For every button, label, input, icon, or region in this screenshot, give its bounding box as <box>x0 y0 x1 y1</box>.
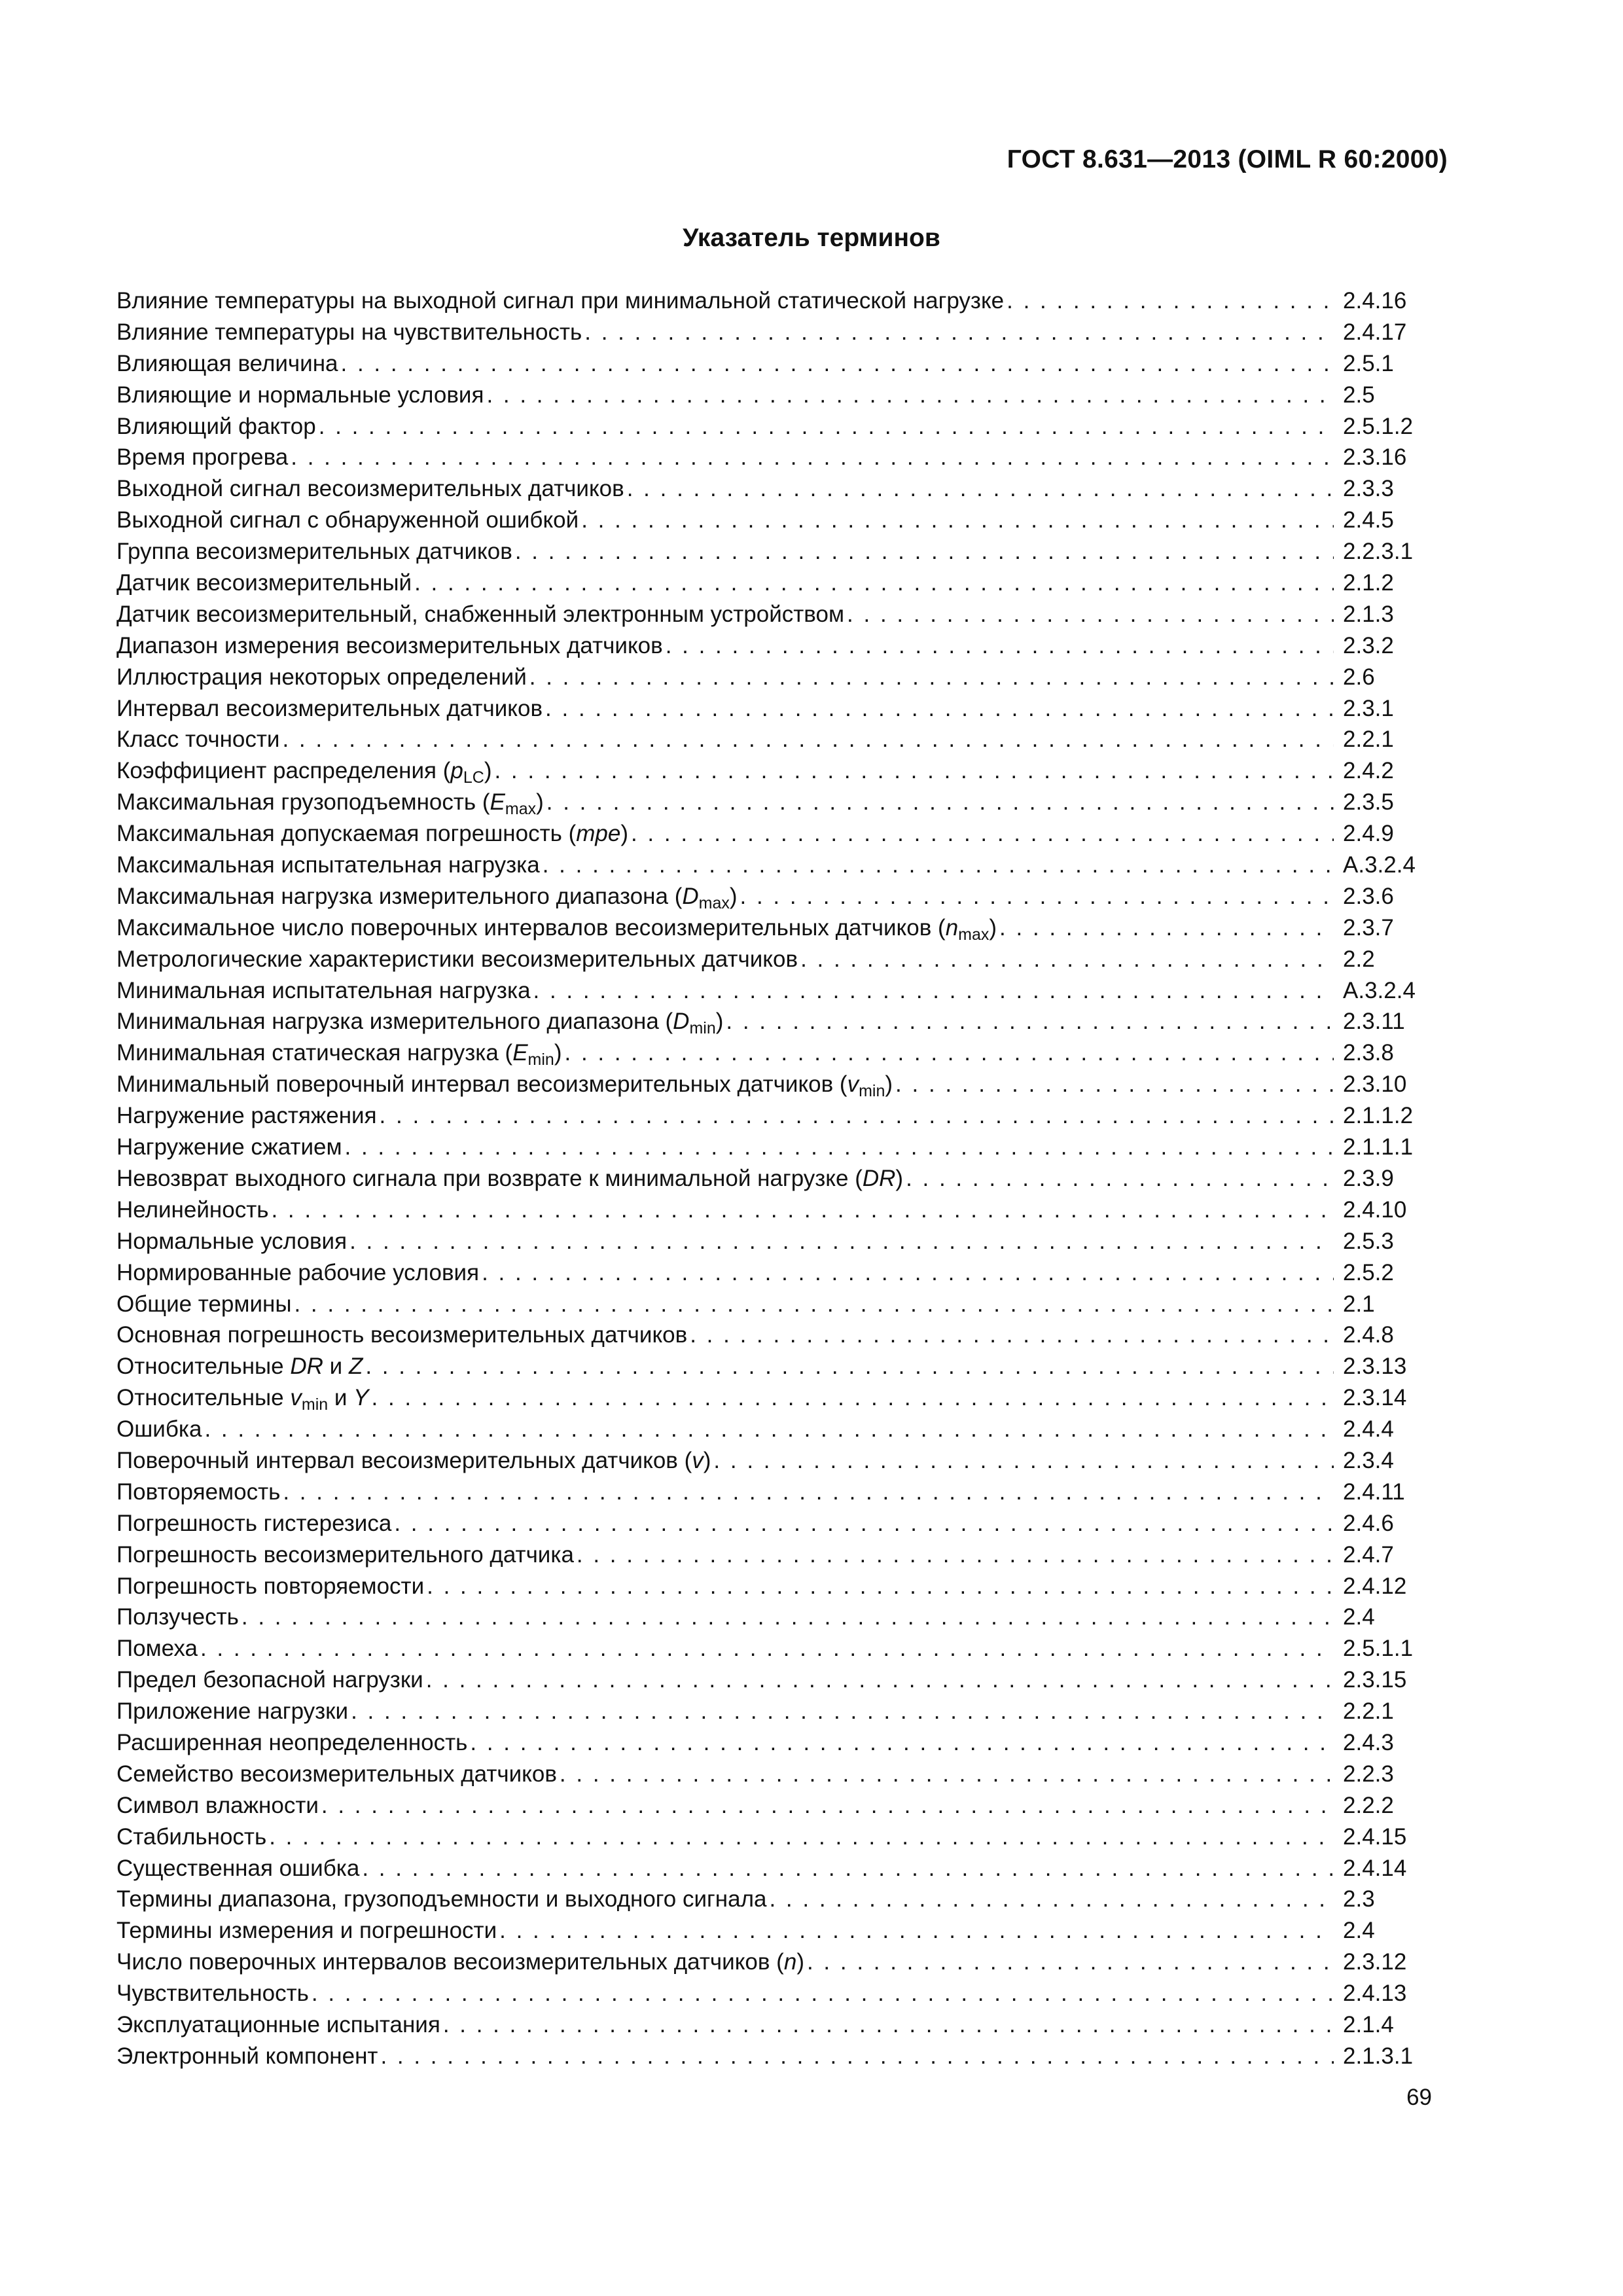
index-entry <box>116 1856 1425 1887</box>
index-entry <box>116 1981 1425 2012</box>
dot-leader <box>807 1949 1334 1975</box>
section-reference: 2.4.12 <box>1343 1573 1407 1599</box>
index-term: Относительные $v_{min}$ и Y <box>116 1385 369 1414</box>
section-reference: 2.2.3 <box>1343 1761 1394 1787</box>
dot-leader <box>345 1134 1334 1160</box>
section-reference: 2.4.8 <box>1343 1322 1394 1348</box>
index-term: Существенная ошибка <box>116 1855 360 1881</box>
index-term: Влияние температуры на выходной сигнал при минимальной статической нагрузке <box>116 288 1005 314</box>
section-reference: 2.3.10 <box>1343 1071 1407 1098</box>
section-reference: 2.5.1.2 <box>1343 413 1414 439</box>
index-term: Влияющая величина <box>116 350 338 376</box>
dot-leader <box>372 1385 1334 1411</box>
term-symbol: n <box>783 1949 797 1975</box>
index-entry <box>116 1009 1425 1040</box>
dot-leader <box>291 444 1334 471</box>
index-term: Класс точности <box>116 726 280 753</box>
index-entry <box>116 1291 1425 1323</box>
index-entry <box>116 1385 1425 1416</box>
dot-leader <box>380 2043 1334 2070</box>
section-reference: 2.3.13 <box>1343 1354 1407 1380</box>
index-entry <box>116 476 1425 507</box>
section-reference: 2.1.2 <box>1343 570 1394 596</box>
index-term: Коэффициент распределения $(p_{LC})$ <box>116 758 492 787</box>
section-reference: 2.5 <box>1343 382 1375 408</box>
section-reference: 2.4.16 <box>1343 288 1407 314</box>
index-entry <box>116 915 1425 946</box>
dot-leader <box>470 1730 1334 1756</box>
section-reference: 2.3.5 <box>1343 789 1394 816</box>
section-reference: 2.2.1 <box>1343 726 1394 753</box>
section-reference: 2.4.9 <box>1343 821 1394 847</box>
index-term: Минимальный поверочный интервал весоизмерительных датчиков $(v_{min})$ <box>116 1071 893 1101</box>
dot-leader <box>269 1824 1334 1850</box>
index-entry <box>116 978 1425 1009</box>
page-number: 69 <box>1406 2085 1432 2110</box>
index-entry <box>116 633 1425 664</box>
index-entry <box>116 1573 1425 1605</box>
dot-leader <box>349 1229 1334 1255</box>
term-symbol: DR <box>290 1354 323 1380</box>
term-symbol: p <box>450 758 463 784</box>
section-reference: 2.4.3 <box>1343 1729 1394 1755</box>
section-reference: 2.1 <box>1343 1291 1375 1317</box>
term-symbol: DR <box>862 1165 896 1191</box>
dot-leader <box>895 1071 1334 1098</box>
dot-leader <box>713 1448 1334 1474</box>
index-entry <box>116 570 1425 601</box>
index-term: Нормированные рабочие условия <box>116 1259 480 1285</box>
dot-leader <box>394 1511 1334 1537</box>
index-entry <box>116 1479 1425 1511</box>
dot-leader <box>847 601 1334 628</box>
index-term: Нагружение сжатием <box>116 1134 342 1160</box>
section-reference: 2.3.3 <box>1343 476 1394 502</box>
term-subscript: min <box>689 1019 716 1038</box>
dot-leader <box>426 1667 1334 1693</box>
dot-leader <box>494 758 1334 784</box>
index-entry <box>116 1260 1425 1291</box>
index-term: Нормальные условия <box>116 1228 348 1254</box>
dot-leader <box>627 476 1334 502</box>
dot-leader <box>200 1636 1334 1662</box>
dot-leader <box>800 946 1334 973</box>
index-term: Минимальная статическая нагрузка $(E_{min})$ <box>116 1040 562 1069</box>
dot-leader <box>769 1886 1334 1912</box>
index-term: Нагружение растяжения <box>116 1103 377 1129</box>
index-entry <box>116 1793 1425 1824</box>
index-entry <box>116 664 1425 696</box>
index-term: Максимальная грузоподъемность $(E_{max})$ <box>116 789 544 819</box>
term-symbol: D <box>673 1009 690 1035</box>
index-term: Диапазон измерения весоизмерительных датчиков <box>116 632 663 658</box>
index-term: Минимальная нагрузка измерительного диапазона $(D_{min})$ <box>116 1009 724 1038</box>
dot-leader <box>1007 288 1334 314</box>
document-header: ГОСТ 8.631—2013 (OIML R 60:2000) <box>1007 145 1448 173</box>
index-term: Приложение нагрузки <box>116 1698 349 1725</box>
index-entry <box>116 1103 1425 1134</box>
section-reference: 2.5.3 <box>1343 1228 1394 1254</box>
index-entry <box>116 414 1425 445</box>
index-entry <box>116 2012 1425 2043</box>
section-reference: 2.4.5 <box>1343 507 1394 533</box>
index-term: Иллюстрация некоторых определений <box>116 664 527 690</box>
dot-leader <box>321 1793 1334 1819</box>
index-term: Группа весоизмерительных датчиков <box>116 539 512 565</box>
dot-leader <box>690 1322 1334 1348</box>
term-symbol: v <box>290 1385 302 1411</box>
dot-leader <box>427 1573 1334 1600</box>
index-term: Число поверочных интервалов весоизмерительных датчиков (n) <box>116 1949 804 1975</box>
term-subscript: LC <box>463 768 484 787</box>
index-term: Ползучесть <box>116 1604 239 1630</box>
section-reference: 2.3.2 <box>1343 632 1394 658</box>
index-entry <box>116 1918 1425 1949</box>
section-reference: 2.1.4 <box>1343 2011 1394 2037</box>
index-entry <box>116 1322 1425 1354</box>
section-reference: 2.4.11 <box>1343 1479 1405 1505</box>
index-entry <box>116 789 1425 821</box>
index-term: Расширенная неопределенность <box>116 1729 468 1755</box>
section-reference: 2.2 <box>1343 946 1375 972</box>
index-entry <box>116 1636 1425 1667</box>
dot-leader <box>584 319 1334 346</box>
dot-leader <box>414 570 1334 596</box>
section-reference: 2.4 <box>1343 1918 1375 1944</box>
dot-leader <box>499 1918 1334 1944</box>
index-entry <box>116 1416 1425 1448</box>
section-reference: 2.4.6 <box>1343 1510 1394 1536</box>
dot-leader <box>631 821 1334 847</box>
dot-leader <box>543 852 1334 878</box>
section-reference: 2.4.10 <box>1343 1196 1407 1223</box>
index-entry <box>116 1166 1425 1197</box>
term-subscript: min <box>527 1050 554 1069</box>
section-reference: 2.3.8 <box>1343 1040 1394 1066</box>
index-term: Влияние температуры на чувствительность <box>116 319 582 345</box>
term-symbol: E <box>512 1040 528 1066</box>
dot-leader <box>362 1856 1334 1882</box>
index-term: Чувствительность <box>116 1981 309 2007</box>
index-term: Основная погрешность весоизмерительных датчиков <box>116 1322 688 1348</box>
section-reference: 2.5.1.1 <box>1343 1636 1414 1662</box>
index-entry <box>116 1667 1425 1698</box>
section-reference: 2.2.2 <box>1343 1792 1394 1818</box>
term-subscript: min <box>859 1082 885 1101</box>
section-reference: 2.1.3.1 <box>1343 2043 1414 2069</box>
term-symbol: v <box>847 1071 859 1098</box>
dot-leader <box>577 1542 1334 1568</box>
index-entry <box>116 2043 1425 2075</box>
index-entry <box>116 507 1425 539</box>
index-term: Влияющие и нормальные условия <box>116 382 484 408</box>
index-term: Погрешность повторяемости <box>116 1573 425 1599</box>
index-term: Интервал весоизмерительных датчиков <box>116 695 543 721</box>
dot-leader <box>545 696 1334 722</box>
index-term: Стабильность <box>116 1823 267 1850</box>
index-entry <box>116 1134 1425 1166</box>
index-term: Максимальная испытательная нагрузка <box>116 852 540 878</box>
section-reference: 2.2.3.1 <box>1343 539 1414 565</box>
term-subscript: max <box>958 925 990 944</box>
dot-leader <box>529 664 1334 691</box>
dot-leader <box>380 1103 1334 1129</box>
index-term: Электронный компонент <box>116 2043 378 2069</box>
index-entry <box>116 1448 1425 1479</box>
index-term: Минимальная испытательная нагрузка <box>116 977 531 1003</box>
term-symbol: E <box>490 789 505 816</box>
index-entry <box>116 1730 1425 1761</box>
dot-leader <box>294 1291 1334 1318</box>
index-term: Влияющий фактор <box>116 413 316 439</box>
section-reference: 2.1.3 <box>1343 601 1394 627</box>
dot-leader <box>560 1761 1334 1787</box>
index-term: Семейство весоизмерительных датчиков <box>116 1761 557 1787</box>
index-entry <box>116 1071 1425 1103</box>
term-subscript: max <box>505 800 537 819</box>
section-reference: 2.3.16 <box>1343 444 1407 471</box>
section-reference: 2.2.1 <box>1343 1698 1394 1725</box>
section-reference: 2.1.1.1 <box>1343 1134 1414 1160</box>
section-reference: 2.4.17 <box>1343 319 1407 345</box>
index-term: Общие термины <box>116 1291 292 1317</box>
dot-leader <box>282 726 1334 753</box>
dot-leader <box>204 1416 1334 1443</box>
dot-leader <box>565 1040 1334 1066</box>
index-term: Относительные DR и Z <box>116 1354 363 1380</box>
term-symbol: D <box>682 883 699 909</box>
section-reference: 2.3.1 <box>1343 695 1394 721</box>
dot-leader <box>482 1260 1334 1286</box>
index-entry <box>116 1542 1425 1573</box>
index-term: Погрешность весоизмерительного датчика <box>116 1541 574 1568</box>
dot-leader <box>515 539 1334 565</box>
index-entry <box>116 946 1425 978</box>
index-term: Максимальное число поверочных интервалов весоизмерительных датчиков $(n_{max})$ <box>116 914 997 944</box>
dot-leader <box>365 1354 1334 1380</box>
dot-leader <box>546 789 1334 816</box>
section-reference: 2.3.12 <box>1343 1949 1407 1975</box>
section-reference: 2.4.15 <box>1343 1823 1407 1850</box>
section-reference: 2.1.1.2 <box>1343 1103 1414 1129</box>
term-symbol: Y <box>353 1385 369 1411</box>
section-reference: 2.3.14 <box>1343 1385 1407 1411</box>
dot-leader <box>999 915 1334 941</box>
index-entry <box>116 1354 1425 1385</box>
section-reference: 2.5.2 <box>1343 1259 1394 1285</box>
page-title: Указатель терминов <box>683 224 940 252</box>
section-reference: 2.4.14 <box>1343 1855 1407 1881</box>
index-entry <box>116 1604 1425 1636</box>
index-entry <box>116 1197 1425 1229</box>
term-subscript: min <box>301 1395 329 1414</box>
section-reference: A.3.2.4 <box>1343 852 1416 878</box>
dot-leader <box>533 978 1334 1004</box>
index-entry <box>116 821 1425 852</box>
index-term: Погрешность гистерезиса <box>116 1510 392 1536</box>
index-term: Эксплуатационные испытания <box>116 2011 440 2037</box>
index-entry <box>116 1886 1425 1918</box>
index-term: Датчик весоизмерительный, снабженный электронным устройством <box>116 601 845 627</box>
term-symbol: mpe <box>576 821 621 847</box>
index-term: Время прогрева <box>116 444 289 471</box>
index-entry <box>116 852 1425 884</box>
section-reference: 2.6 <box>1343 664 1375 690</box>
section-reference: 2.4.2 <box>1343 758 1394 784</box>
section-reference: 2.3.11 <box>1343 1009 1405 1035</box>
section-reference: 2.4.13 <box>1343 1981 1407 2007</box>
section-reference: 2.3.4 <box>1343 1447 1394 1473</box>
index-entry <box>116 601 1425 633</box>
index-entry <box>116 1761 1425 1793</box>
term-subscript: max <box>698 893 730 912</box>
dot-leader <box>740 884 1334 910</box>
section-reference: 2.3.7 <box>1343 914 1394 941</box>
dot-leader <box>341 351 1334 377</box>
dot-leader <box>443 2012 1334 2038</box>
section-reference: 2.3 <box>1343 1886 1375 1912</box>
section-reference: 2.5.1 <box>1343 350 1394 376</box>
index-entry <box>116 884 1425 915</box>
term-symbol: n <box>945 914 959 941</box>
section-reference: A.3.2.4 <box>1343 977 1416 1003</box>
index-entry <box>116 1040 1425 1071</box>
dot-leader <box>283 1479 1334 1505</box>
index-entry <box>116 696 1425 727</box>
index-term: Ошибка <box>116 1416 202 1443</box>
index-term: Предел безопасной нагрузки <box>116 1667 423 1693</box>
section-reference: 2.4.7 <box>1343 1541 1394 1568</box>
index-term: Термины диапазона, грузоподъемности и выходного сигнала <box>116 1886 767 1912</box>
dot-leader <box>319 414 1334 440</box>
index-term: Метрологические характеристики весоизмерительных датчиков <box>116 946 798 972</box>
index-term: Повторяемость <box>116 1479 281 1505</box>
term-symbol: v <box>692 1447 704 1473</box>
section-reference: 2.4.4 <box>1343 1416 1394 1443</box>
index-term: Датчик весоизмерительный <box>116 570 412 596</box>
dot-leader <box>271 1197 1334 1223</box>
dot-leader <box>666 633 1334 659</box>
index-entry <box>116 758 1425 789</box>
section-reference: 2.3.6 <box>1343 883 1394 909</box>
index-entry <box>116 1511 1425 1542</box>
index-entry <box>116 1824 1425 1856</box>
index-term: Выходной сигнал весоизмерительных датчиков <box>116 476 624 502</box>
index-term: Помеха <box>116 1636 198 1662</box>
index-term: Символ влажности <box>116 1792 319 1818</box>
section-reference: 2.3.9 <box>1343 1165 1394 1191</box>
index-entry <box>116 726 1425 758</box>
index-term: Нелинейность <box>116 1196 269 1223</box>
index-term: Выходной сигнал с обнаруженной ошибкой <box>116 507 579 533</box>
dot-leader <box>241 1604 1334 1630</box>
section-reference: 2.4 <box>1343 1604 1375 1630</box>
index-entry <box>116 1949 1425 1981</box>
index-entry <box>116 1229 1425 1260</box>
index-entry <box>116 319 1425 351</box>
dot-leader <box>906 1166 1334 1192</box>
index-term: Невозврат выходного сигнала при возврате к минимальной нагрузке (DR) <box>116 1165 904 1191</box>
index-term: Максимальная допускаемая погрешность (mpe) <box>116 821 628 847</box>
index-term: Поверочный интервал весоизмерительных датчиков (v) <box>116 1447 711 1473</box>
dot-leader <box>726 1009 1334 1035</box>
term-index <box>116 288 1425 2075</box>
index-entry <box>116 444 1425 476</box>
dot-leader <box>581 507 1334 533</box>
index-entry <box>116 539 1425 570</box>
index-entry <box>116 351 1425 382</box>
index-term: Максимальная нагрузка измерительного диапазона $(D_{max})$ <box>116 883 738 912</box>
index-entry <box>116 1698 1425 1730</box>
dot-leader <box>351 1698 1334 1725</box>
term-symbol: Z <box>348 1354 363 1380</box>
index-entry <box>116 288 1425 319</box>
dot-leader <box>312 1981 1334 2007</box>
dot-leader <box>486 382 1334 408</box>
index-entry <box>116 382 1425 414</box>
section-reference: 2.3.15 <box>1343 1667 1407 1693</box>
index-term: Термины измерения и погрешности <box>116 1918 497 1944</box>
